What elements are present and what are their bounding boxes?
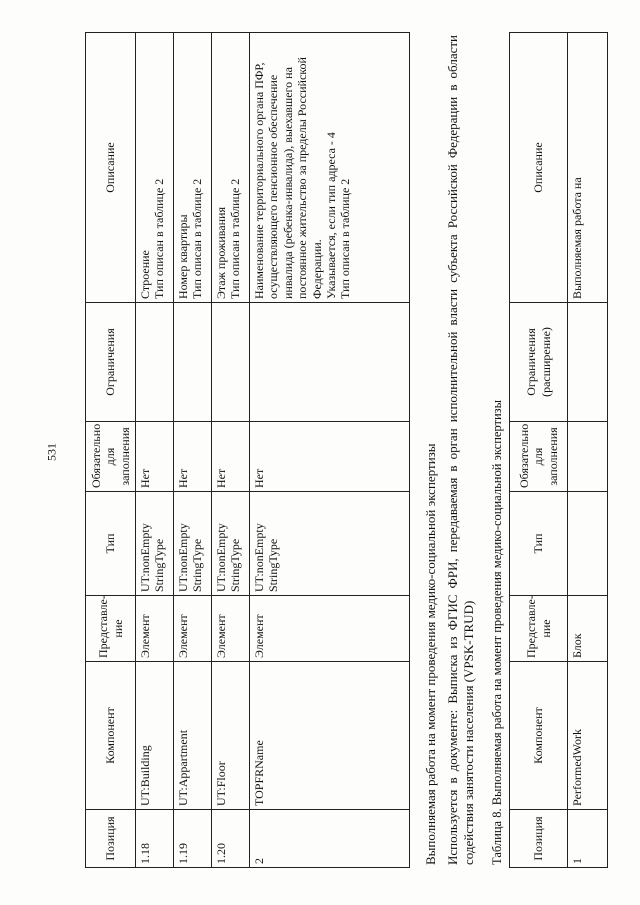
cell-required: Нет <box>174 422 212 492</box>
cell-restrictions <box>136 303 174 422</box>
header-type: Тип <box>86 492 136 596</box>
header-restrictions: Ограничения (расширение) <box>510 303 568 422</box>
cell-component: PerformedWork <box>568 662 608 810</box>
cell-restrictions <box>174 303 212 422</box>
cell-component: UT:Floor <box>212 662 250 810</box>
cell-component: UT:Appartment <box>174 662 212 810</box>
cell-representation: Элемент <box>250 596 410 662</box>
header-description: Описание <box>510 33 568 303</box>
cell-position: 1.19 <box>174 810 212 868</box>
header-representation: Представле-ние <box>510 596 568 662</box>
cell-required: Нет <box>136 422 174 492</box>
header-position: Позиция <box>510 810 568 868</box>
table-header-row <box>86 33 136 868</box>
cell-restrictions <box>212 303 250 422</box>
cell-representation: Блок <box>568 596 608 662</box>
cell-component: UT:Building <box>136 662 174 810</box>
cell-type: UT:nonEmpty StringType <box>250 492 410 596</box>
usage-paragraph: Используется в документе: Выписка из ФГИС ФРИ, передаваемая в орган исполнительной власти субъекта Российской Федерации в области содействия занятости населения (VPSK-TRUD) <box>445 35 477 865</box>
cell-restrictions <box>250 303 410 422</box>
description-line: Этаж проживания <box>214 207 228 299</box>
table-row <box>568 33 608 868</box>
cell-description <box>174 33 212 303</box>
performed-work-table <box>509 32 608 868</box>
cell-representation: Элемент <box>136 596 174 662</box>
cell-required: Нет <box>250 422 410 492</box>
header-type: Тип <box>510 492 568 596</box>
cell-required <box>568 422 608 492</box>
cell-component: TOPFRName <box>250 662 410 810</box>
table-row <box>174 33 212 868</box>
cell-position: 1.20 <box>212 810 250 868</box>
description-line: Строение <box>138 250 152 299</box>
cell-position: 1.18 <box>136 810 174 868</box>
cell-representation: Элемент <box>212 596 250 662</box>
cell-description: Выполняемая работа на <box>568 33 608 303</box>
cell-type: UT:nonEmpty StringType <box>136 492 174 596</box>
header-required: Обязательно для заполнения <box>510 422 568 492</box>
cell-required: Нет <box>212 422 250 492</box>
table-caption: Таблица 8. Выполняемая работа на момент проведения медико-социальной экспертизы <box>490 399 504 865</box>
cell-type <box>568 492 608 596</box>
cell-type: UT:nonEmpty StringType <box>174 492 212 596</box>
cell-position: 2 <box>250 810 410 868</box>
header-required: Обязательно для заполнения <box>86 422 136 492</box>
header-position: Позиция <box>86 810 136 868</box>
header-description: Описание <box>86 33 136 303</box>
table-row <box>250 33 410 868</box>
cell-description <box>250 33 410 303</box>
components-table <box>85 32 410 868</box>
description-line: Тип описан в таблице 2 <box>228 178 243 299</box>
cell-position: 1 <box>568 810 608 868</box>
table-row <box>212 33 250 868</box>
table-header-row <box>510 33 568 868</box>
description-line: Номер квартиры <box>176 214 190 299</box>
description-line: Тип описан в таблице 2 <box>152 178 167 299</box>
header-component: Компонент <box>510 662 568 810</box>
description-line: Указывается, если тип адреса - 4 <box>323 132 338 299</box>
header-representation: Представле-ние <box>86 596 136 662</box>
header-restrictions: Ограничения <box>86 303 136 422</box>
cell-type: UT:nonEmpty StringType <box>212 492 250 596</box>
page-number: 531 <box>44 443 59 461</box>
header-component: Компонент <box>86 662 136 810</box>
description-line: Тип описан в таблице 2 <box>338 178 353 299</box>
cell-description <box>136 33 174 303</box>
cell-restrictions <box>568 303 608 422</box>
table-row <box>136 33 174 868</box>
section-caption: Выполняемая работа на момент проведения медико-социальной экспертизы <box>423 443 438 865</box>
cell-representation: Элемент <box>174 596 212 662</box>
description-line: Тип описан в таблице 2 <box>190 178 205 299</box>
cell-description <box>212 33 250 303</box>
description-line: Наименование территориального органа ПФР, осуществляющего пенсионное обеспечение инвалида (ребенка-инвалида), выехавшего на постоянное жительство за пределы Российской Федерации. <box>252 57 324 299</box>
